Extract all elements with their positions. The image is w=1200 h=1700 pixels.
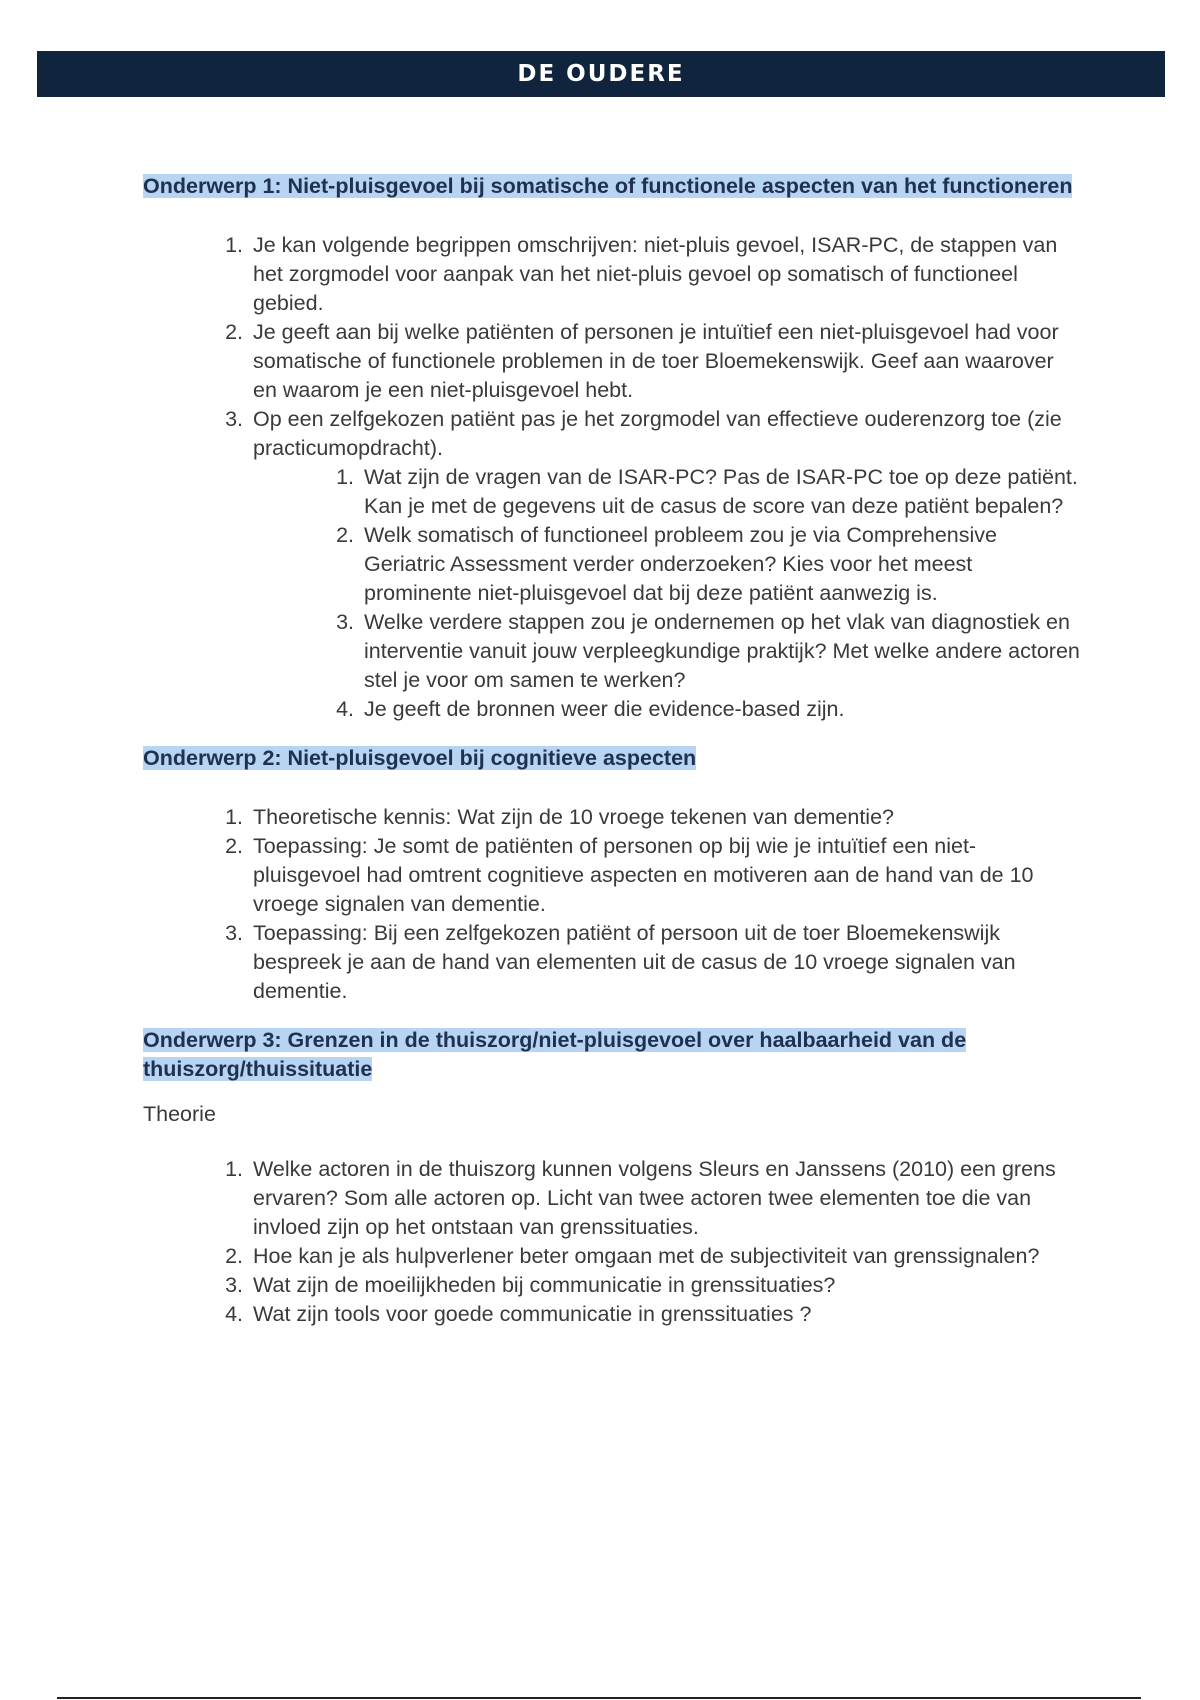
- list-item: 1. Theoretische kennis: Wat zijn de 10 vroege tekenen van dementie?: [225, 805, 895, 829]
- list-item: 2. Hoe kan je als hulpverlener beter omgaan met de subjectiviteit van grenssignalen?: [225, 1244, 1040, 1268]
- list-item: 1. Welke actoren in de thuiszorg kunnen volgens Sleurs en Janssens (2010) een grens ervaren? Som alle actoren op. Licht van twee actoren twee elementen toe die van invloed zijn op het ontstaan van grenssituaties.: [225, 1157, 1056, 1239]
- question-list: [208, 1155, 1083, 1329]
- list-item: 3. Wat zijn de moeilijkheden bij communicatie in grenssituaties?: [225, 1273, 836, 1297]
- subheading-theorie: Theorie: [143, 1102, 216, 1126]
- document-body: [143, 172, 1083, 1329]
- list-item: 1. Je kan volgende begrippen omschrijven: niet-pluis gevoel, ISAR-PC, de stappen van het zorgmodel voor aanpak van het niet-pluis gevoel op somatisch of functioneel gebied.: [225, 233, 1058, 315]
- sub-question-list: [319, 463, 1083, 724]
- section-heading: Onderwerp 2: Niet-pluisgevoel bij cognitieve aspecten: [143, 746, 697, 770]
- list-item: 3. Op een zelfgekozen patiënt pas je het zorgmodel van effectieve ouderenzorg toe (zie practicumopdracht). 1. Wat zijn de vragen van de ISAR-PC? Pas de ISAR-PC toe op deze patiënt. Kan je met de gegevens uit de casus de score van deze patiënt bepalen? 2. Welk somatisch of functioneel probleem zou je via Comprehensive Geriatric Assessment verder onderzoeken? Kies voor het meest prominente niet-pluisgevoel dat bij deze patiënt aanwezig is. 3. Welke verdere stappen zou je ondernemen op het vlak van diagnostiek en interventie vanuit jouw verpleegkundige praktijk? Met welke andere actoren stel je voor om samen te werken? 4. Je geeft de bronnen weer die evidence-based zijn.: [208, 405, 1083, 724]
- section-3: [143, 1026, 1083, 1329]
- footer-rule: [57, 1697, 1141, 1699]
- question-list: [208, 803, 1083, 1006]
- page-title: DE OUDERE: [517, 61, 685, 87]
- page-title-banner: [37, 51, 1165, 97]
- list-item: 2. Toepassing: Je somt de patiënten of personen op bij wie je intuïtief een niet-pluisgevoel had omtrent cognitieve aspecten en motiveren aan de hand van de 10 vroege signalen van dementie.: [225, 834, 1034, 916]
- section-1: [143, 172, 1083, 724]
- list-item: 3. Toepassing: Bij een zelfgekozen patiënt of persoon uit de toer Bloemekenswijk bespreek je aan de hand van elementen uit de casus de 10 vroege signalen van dementie.: [225, 921, 1016, 1003]
- sub-list-item: 1. Wat zijn de vragen van de ISAR-PC? Pas de ISAR-PC toe op deze patiënt. Kan je met de gegevens uit de casus de score van deze patiënt bepalen?: [336, 465, 1078, 518]
- question-list: [208, 231, 1083, 724]
- sub-list-item: 2. Welk somatisch of functioneel probleem zou je via Comprehensive Geriatric Assessment verder onderzoeken? Kies voor het meest prominente niet-pluisgevoel dat bij deze patiënt aanwezig is.: [336, 523, 997, 605]
- list-item: 4. Wat zijn tools voor goede communicatie in grenssituaties ?: [225, 1302, 812, 1326]
- section-2: [143, 744, 1083, 1006]
- sub-list-item: 4. Je geeft de bronnen weer die evidence-based zijn.: [336, 697, 845, 721]
- section-heading: Onderwerp 3: Grenzen in de thuiszorg/niet-pluisgevoel over haalbaarheid van de thuiszorg/thuissituatie: [143, 1028, 967, 1081]
- list-item: 2. Je geeft aan bij welke patiënten of personen je intuïtief een niet-pluisgevoel had voor somatische of functionele problemen in de toer Bloemekenswijk. Geef aan waarover en waarom je een niet-pluisgevoel hebt.: [225, 320, 1059, 402]
- section-heading: Onderwerp 1: Niet-pluisgevoel bij somatische of functionele aspecten van het functioneren: [143, 174, 1073, 198]
- sub-list-item: 3. Welke verdere stappen zou je ondernemen op het vlak van diagnostiek en interventie vanuit jouw verpleegkundige praktijk? Met welke andere actoren stel je voor om samen te werken?: [336, 610, 1080, 692]
